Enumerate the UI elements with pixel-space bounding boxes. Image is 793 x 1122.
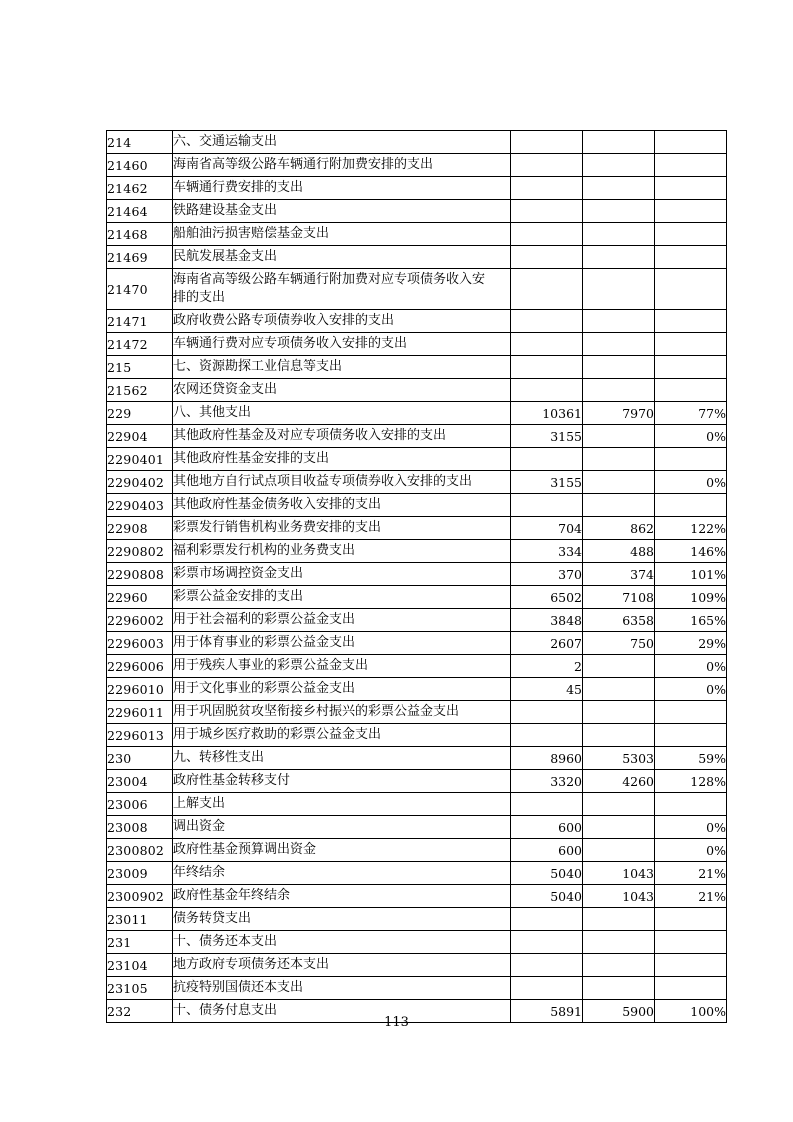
- cell-code: 23105: [107, 977, 173, 1000]
- table-row: [107, 793, 727, 816]
- cell-v1: [511, 448, 583, 471]
- cell-v3: [655, 177, 727, 200]
- cell-v1: [511, 908, 583, 931]
- cell-code: 23011: [107, 908, 173, 931]
- cell-v3: 59%: [655, 747, 727, 770]
- cell-code: 23004: [107, 770, 173, 793]
- cell-name: 其他地方自行试点项目收益专项债券收入安排的支出: [173, 471, 511, 494]
- table-row: [107, 724, 727, 747]
- cell-v2: 1043: [583, 862, 655, 885]
- cell-name: 调出资金: [173, 816, 511, 839]
- cell-code: 2296002: [107, 609, 173, 632]
- table-row: [107, 954, 727, 977]
- cell-name: 海南省高等级公路车辆通行附加费对应专项债务收入安排的支出: [173, 269, 511, 310]
- cell-v2: [583, 931, 655, 954]
- table-row: [107, 678, 727, 701]
- cell-v1: 370: [511, 563, 583, 586]
- table-row: [107, 154, 727, 177]
- cell-v3: 21%: [655, 885, 727, 908]
- cell-v1: [511, 494, 583, 517]
- cell-v3: [655, 724, 727, 747]
- cell-code: 2296010: [107, 678, 173, 701]
- cell-code: 23008: [107, 816, 173, 839]
- table-row: [107, 862, 727, 885]
- cell-v3: 0%: [655, 471, 727, 494]
- cell-v1: [511, 793, 583, 816]
- cell-v1: [511, 379, 583, 402]
- cell-name: 福利彩票发行机构的业务费支出: [173, 540, 511, 563]
- cell-v1: 45: [511, 678, 583, 701]
- cell-name: 民航发展基金支出: [173, 246, 511, 269]
- table-row: [107, 563, 727, 586]
- cell-code: 2290403: [107, 494, 173, 517]
- table-row: [107, 977, 727, 1000]
- table-row: [107, 471, 727, 494]
- cell-v1: 2607: [511, 632, 583, 655]
- table-row: [107, 816, 727, 839]
- cell-code: 2290802: [107, 540, 173, 563]
- cell-name: 九、转移性支出: [173, 747, 511, 770]
- cell-name: 用于体育事业的彩票公益金支出: [173, 632, 511, 655]
- table-row: [107, 200, 727, 223]
- cell-v2: [583, 908, 655, 931]
- cell-name: 农网还贷资金支出: [173, 379, 511, 402]
- cell-v2: 862: [583, 517, 655, 540]
- cell-name: 海南省高等级公路车辆通行附加费安排的支出: [173, 154, 511, 177]
- cell-v2: [583, 678, 655, 701]
- cell-v3: [655, 793, 727, 816]
- cell-v2: [583, 954, 655, 977]
- table-row: [107, 931, 727, 954]
- cell-v3: [655, 931, 727, 954]
- cell-name: 其他政府性基金安排的支出: [173, 448, 511, 471]
- cell-code: 2290808: [107, 563, 173, 586]
- table-row: [107, 448, 727, 471]
- cell-v2: [583, 839, 655, 862]
- cell-name: 六、交通运输支出: [173, 131, 511, 154]
- cell-v1: [511, 954, 583, 977]
- table-row: [107, 609, 727, 632]
- cell-name: 用于城乡医疗救助的彩票公益金支出: [173, 724, 511, 747]
- cell-v3: [655, 954, 727, 977]
- table-row: [107, 908, 727, 931]
- cell-v2: 5303: [583, 747, 655, 770]
- cell-code: 231: [107, 931, 173, 954]
- cell-v1: [511, 223, 583, 246]
- cell-v3: 29%: [655, 632, 727, 655]
- cell-name: 用于残疾人事业的彩票公益金支出: [173, 655, 511, 678]
- cell-v3: 165%: [655, 609, 727, 632]
- table-row: [107, 517, 727, 540]
- cell-v3: [655, 356, 727, 379]
- cell-name: 十、债务付息支出: [173, 1000, 511, 1023]
- cell-v1: [511, 246, 583, 269]
- table-row: [107, 494, 727, 517]
- cell-name: 船舶油污损害赔偿基金支出: [173, 223, 511, 246]
- cell-name: 十、债务还本支出: [173, 931, 511, 954]
- cell-code: 2296013: [107, 724, 173, 747]
- table-row: [107, 246, 727, 269]
- cell-v1: [511, 977, 583, 1000]
- cell-v2: [583, 223, 655, 246]
- cell-v1: [511, 701, 583, 724]
- cell-v1: 600: [511, 839, 583, 862]
- cell-code: 21470: [107, 269, 173, 310]
- table-row: [107, 425, 727, 448]
- table-row: [107, 701, 727, 724]
- cell-v2: 750: [583, 632, 655, 655]
- cell-v1: 5040: [511, 885, 583, 908]
- page-number: 113: [384, 1015, 409, 1030]
- table-row: [107, 131, 727, 154]
- cell-v3: 122%: [655, 517, 727, 540]
- cell-v1: [511, 269, 583, 310]
- cell-name: 用于文化事业的彩票公益金支出: [173, 678, 511, 701]
- cell-v3: [655, 494, 727, 517]
- cell-code: 23104: [107, 954, 173, 977]
- cell-name: 七、资源勘探工业信息等支出: [173, 356, 511, 379]
- cell-v2: 488: [583, 540, 655, 563]
- table-row: [107, 655, 727, 678]
- cell-v1: 334: [511, 540, 583, 563]
- cell-v3: 146%: [655, 540, 727, 563]
- cell-name: 其他政府性基金及对应专项债务收入安排的支出: [173, 425, 511, 448]
- cell-v2: [583, 200, 655, 223]
- cell-v2: 7970: [583, 402, 655, 425]
- cell-v1: [511, 333, 583, 356]
- cell-v2: 1043: [583, 885, 655, 908]
- table-row: [107, 333, 727, 356]
- table-row: [107, 770, 727, 793]
- cell-v3: [655, 908, 727, 931]
- cell-code: 22908: [107, 517, 173, 540]
- cell-v1: [511, 154, 583, 177]
- cell-v2: [583, 977, 655, 1000]
- cell-v2: [583, 177, 655, 200]
- cell-v1: 3155: [511, 425, 583, 448]
- cell-code: 23006: [107, 793, 173, 816]
- cell-v3: 101%: [655, 563, 727, 586]
- cell-v1: 6502: [511, 586, 583, 609]
- cell-name: 政府收费公路专项债券收入安排的支出: [173, 310, 511, 333]
- cell-code: 2290402: [107, 471, 173, 494]
- cell-name: 彩票公益金安排的支出: [173, 586, 511, 609]
- cell-v2: 374: [583, 563, 655, 586]
- cell-v3: 21%: [655, 862, 727, 885]
- cell-code: 2296003: [107, 632, 173, 655]
- cell-v1: [511, 310, 583, 333]
- cell-v3: 0%: [655, 655, 727, 678]
- cell-code: 21468: [107, 223, 173, 246]
- cell-v3: [655, 310, 727, 333]
- cell-v1: 3848: [511, 609, 583, 632]
- cell-name: 彩票发行销售机构业务费安排的支出: [173, 517, 511, 540]
- cell-name: 政府性基金预算调出资金: [173, 839, 511, 862]
- cell-code: 21460: [107, 154, 173, 177]
- table-row: [107, 177, 727, 200]
- cell-code: 21472: [107, 333, 173, 356]
- cell-name: 用于社会福利的彩票公益金支出: [173, 609, 511, 632]
- cell-v2: [583, 793, 655, 816]
- cell-code: 2300902: [107, 885, 173, 908]
- cell-v3: [655, 977, 727, 1000]
- cell-v2: [583, 131, 655, 154]
- cell-v1: [511, 724, 583, 747]
- cell-v2: 7108: [583, 586, 655, 609]
- cell-v1: [511, 356, 583, 379]
- cell-v3: [655, 223, 727, 246]
- cell-v3: 100%: [655, 1000, 727, 1023]
- cell-name: 其他政府性基金债务收入安排的支出: [173, 494, 511, 517]
- table-row: [107, 402, 727, 425]
- cell-code: 2300802: [107, 839, 173, 862]
- cell-v1: 3155: [511, 471, 583, 494]
- cell-name: 八、其他支出: [173, 402, 511, 425]
- cell-v3: [655, 379, 727, 402]
- cell-v2: [583, 816, 655, 839]
- cell-code: 23009: [107, 862, 173, 885]
- cell-v2: [583, 356, 655, 379]
- table-row: [107, 747, 727, 770]
- cell-v2: [583, 701, 655, 724]
- cell-v3: 0%: [655, 425, 727, 448]
- cell-v1: 5891: [511, 1000, 583, 1023]
- cell-name: 政府性基金转移支付: [173, 770, 511, 793]
- table-row: [107, 632, 727, 655]
- cell-name: 地方政府专项债务还本支出: [173, 954, 511, 977]
- cell-v1: 10361: [511, 402, 583, 425]
- cell-v2: 4260: [583, 770, 655, 793]
- cell-code: 21471: [107, 310, 173, 333]
- cell-name: 债务转贷支出: [173, 908, 511, 931]
- cell-v3: [655, 154, 727, 177]
- cell-v3: 0%: [655, 839, 727, 862]
- cell-code: 22904: [107, 425, 173, 448]
- cell-v3: 0%: [655, 816, 727, 839]
- table-row: [107, 223, 727, 246]
- cell-v2: 5900: [583, 1000, 655, 1023]
- cell-v2: 6358: [583, 609, 655, 632]
- table-row: [107, 310, 727, 333]
- cell-v1: 3320: [511, 770, 583, 793]
- cell-v2: [583, 333, 655, 356]
- budget-table-body: [107, 131, 727, 1023]
- cell-v3: 128%: [655, 770, 727, 793]
- table-row: [107, 540, 727, 563]
- cell-v2: [583, 269, 655, 310]
- cell-v2: [583, 724, 655, 747]
- cell-name: 彩票市场调控资金支出: [173, 563, 511, 586]
- cell-code: 215: [107, 356, 173, 379]
- cell-v2: [583, 448, 655, 471]
- cell-v3: [655, 246, 727, 269]
- table-row: [107, 269, 727, 310]
- cell-name: 车辆通行费对应专项债务收入安排的支出: [173, 333, 511, 356]
- cell-v2: [583, 246, 655, 269]
- cell-v1: [511, 200, 583, 223]
- cell-v2: [583, 471, 655, 494]
- cell-v1: 2: [511, 655, 583, 678]
- cell-name: 铁路建设基金支出: [173, 200, 511, 223]
- cell-v1: [511, 177, 583, 200]
- table-row: [107, 356, 727, 379]
- cell-code: 232: [107, 1000, 173, 1023]
- table-row: [107, 379, 727, 402]
- cell-name: 上解支出: [173, 793, 511, 816]
- cell-v1: 704: [511, 517, 583, 540]
- cell-v1: [511, 131, 583, 154]
- cell-v1: [511, 931, 583, 954]
- cell-v3: [655, 269, 727, 310]
- cell-code: 22960: [107, 586, 173, 609]
- cell-code: 230: [107, 747, 173, 770]
- cell-name: 抗疫特别国债还本支出: [173, 977, 511, 1000]
- cell-name: 年终结余: [173, 862, 511, 885]
- cell-code: 21462: [107, 177, 173, 200]
- budget-table: [106, 130, 727, 1023]
- cell-v2: [583, 379, 655, 402]
- cell-v1: 5040: [511, 862, 583, 885]
- cell-code: 214: [107, 131, 173, 154]
- cell-v2: [583, 655, 655, 678]
- cell-v3: 109%: [655, 586, 727, 609]
- cell-v3: [655, 333, 727, 356]
- table-row: [107, 586, 727, 609]
- cell-code: 21464: [107, 200, 173, 223]
- cell-v2: [583, 310, 655, 333]
- cell-v2: [583, 425, 655, 448]
- table-row: [107, 885, 727, 908]
- cell-code: 21562: [107, 379, 173, 402]
- cell-v1: 8960: [511, 747, 583, 770]
- cell-code: 2290401: [107, 448, 173, 471]
- cell-v2: [583, 494, 655, 517]
- cell-v2: [583, 154, 655, 177]
- cell-name: 车辆通行费安排的支出: [173, 177, 511, 200]
- cell-v1: 600: [511, 816, 583, 839]
- cell-v3: 77%: [655, 402, 727, 425]
- cell-code: 21469: [107, 246, 173, 269]
- cell-code: 2296006: [107, 655, 173, 678]
- cell-name: 政府性基金年终结余: [173, 885, 511, 908]
- cell-code: 229: [107, 402, 173, 425]
- cell-v3: [655, 200, 727, 223]
- cell-v3: [655, 131, 727, 154]
- cell-code: 2296011: [107, 701, 173, 724]
- cell-v3: 0%: [655, 678, 727, 701]
- table-row: [107, 839, 727, 862]
- cell-v3: [655, 448, 727, 471]
- budget-table-container: [106, 130, 726, 1023]
- cell-v3: [655, 701, 727, 724]
- cell-name: 用于巩固脱贫攻坚衔接乡村振兴的彩票公益金支出: [173, 701, 511, 724]
